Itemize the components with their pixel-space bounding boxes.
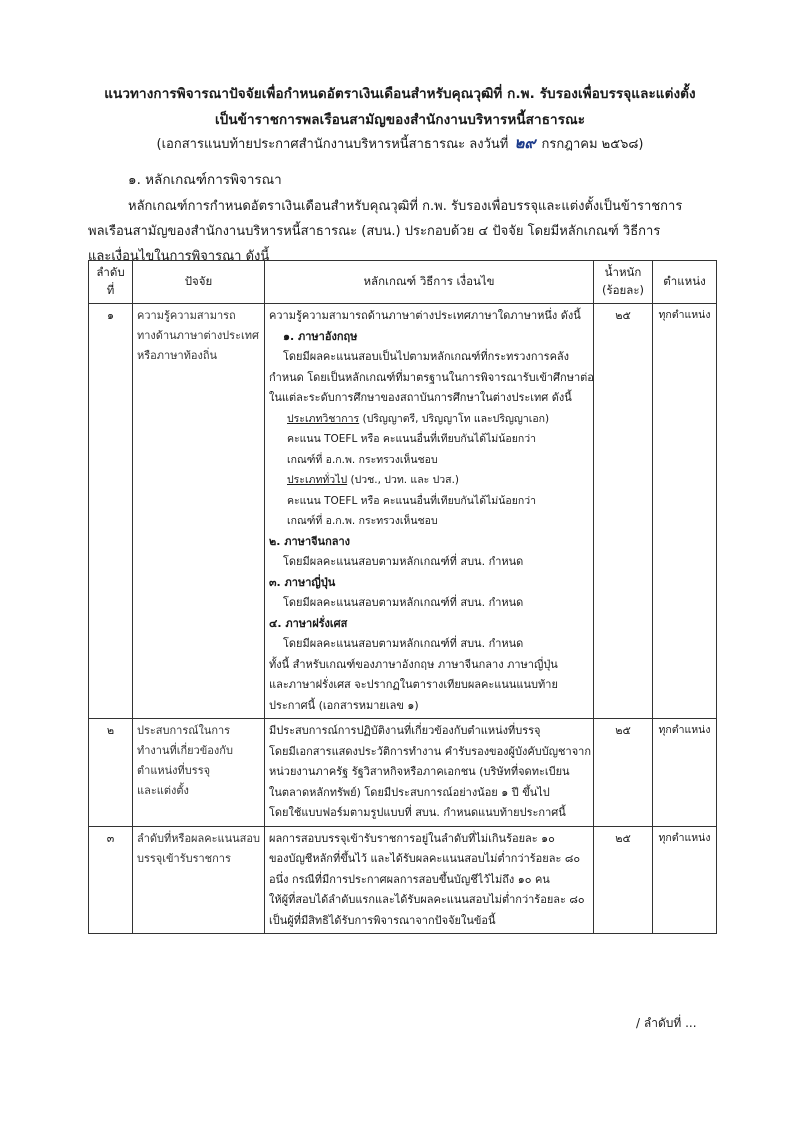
row-factor: ลำดับที่หรือผลคะแนนสอบ บรรจุเข้ารับราชการ: [133, 826, 265, 934]
header-position: ตำแหน่ง: [653, 261, 717, 304]
row-no: ๑: [89, 304, 133, 719]
header-factor: ปัจจัย: [133, 261, 265, 304]
row-criteria: ผลการสอบบรรจุเข้ารับราชการอยู่ในลำดับที่ไม่เกินร้อยละ ๑๐ ของบัญชีหลักที่ขึ้นไว้ และได้รับผลคะแนนสอบไม่ต่ำกว่าร้อยละ ๘๐ อนึ่ง กรณีที่มีการประกาศผลการสอบขึ้นบัญชีไว้ไม่ถึง ๑๐ คน ให้ผู้ที่สอบได้ลำดับแรกและได้รับผลคะแนนสอบไม่ต่ำกว่าร้อยละ ๘๐ เป็นผู้ที่มีสิทธิได้รับการพิจารณาจากปัจจัยในข้อนี้: [265, 826, 594, 934]
row-criteria: ความรู้ความสามารถด้านภาษาต่างประเทศภาษาใดภาษาหนึ่ง ดังนี้ ๑. ภาษาอังกฤษ โดยมีผลคะแนนสอบเป็นไปตามหลักเกณฑ์ที่กระทรวงการคลัง กำหนด โดยเป็นหลักเกณฑ์ที่มาตรฐานในการพิจารณารับเข้าศึกษาต่อ ในแต่ละระดับการศึกษาของสถาบันการศึกษาในต่างประเทศ ดังนี้ ประเภทวิชาการ (ปริญญาตรี, ปริญญาโท และปริญญาเอก) คะแนน TOEFL หรือ คะแนนอื่นที่เทียบกันได้ไม่น้อยกว่า เกณฑ์ที่ อ.ก.พ. กระทรวงเห็นชอบ ประเภททั่วไป (ปวช., ปวท. และ ปวส.) คะแนน TOEFL หรือ คะแนนอื่นที่เทียบกันได้ไม่น้อยกว่า เกณฑ์ที่ อ.ก.พ. กระทรวงเห็นชอบ ๒. ภาษาจีนกลาง โดยมีผลคะแนนสอบตามหลักเกณฑ์ที่ สบน. กำหนด ๓. ภาษาญี่ปุ่น โดยมีผลคะแนนสอบตามหลักเกณฑ์ที่ สบน. กำหนด ๔. ภาษาฝรั่งเศส โดยมีผลคะแนนสอบตามหลักเกณฑ์ที่ สบน. กำหนด ทั้งนี้ สำหรับเกณฑ์ของภาษาอังกฤษ ภาษาจีนกลาง ภาษาญี่ปุ่น และภาษาฝรั่งเศส จะปรากฏในตารางเทียบผลคะแนนแนบท้าย ประกาศนี้ (เอกสารหมายเลข ๑): [265, 304, 594, 719]
row-factor: ความรู้ความสามารถ ทางด้านภาษาต่างประเทศ หรือภาษาท้องถิ่น: [133, 304, 265, 719]
section-heading: ๑. หลักเกณฑ์การพิจารณา: [128, 172, 282, 188]
row-position: ทุกตำแหน่ง: [653, 826, 717, 934]
criteria-table: [88, 260, 717, 934]
handwritten-date: ๒๙: [514, 134, 536, 152]
table-row: [89, 719, 717, 827]
document-title-line-2: เป็นข้าราชการพลเรือนสามัญของสำนักงานบริหารหนี้สาธารณะ: [214, 112, 586, 128]
intro-paragraph: [88, 194, 716, 269]
intro-line-2: พลเรือนสามัญของสำนักงานบริหารหนี้สาธารณะ (สบน.) ประกอบด้วย ๔ ปัจจัย โดยมีหลักเกณฑ์ วิธีการ: [88, 224, 661, 239]
row-criteria: มีประสบการณ์การปฏิบัติงานที่เกี่ยวข้องกับตำแหน่งที่บรรจุ โดยมีเอกสารแสดงประวัติการทำงาน คำรับรองของผู้บังคับบัญชาจาก หน่วยงานภาครัฐ รัฐวิสาหกิจหรือภาคเอกชน (บริษัทที่จดทะเบียน ในตลาดหลักทรัพย์) โดยมีประสบการณ์อย่างน้อย ๑ ปี ขึ้นไป โดยใช้แบบฟอร์มตามรูปแบบที่ สบน. กำหนดแนบท้ายประกาศนี้: [265, 719, 594, 827]
table-row: [89, 304, 717, 719]
row-position: ทุกตำแหน่ง: [653, 719, 717, 827]
row-weight: ๒๕: [594, 719, 653, 827]
subtitle-suffix: กรกฎาคม ๒๕๖๘): [541, 137, 644, 152]
row-weight: ๒๕: [594, 304, 653, 719]
header-weight: น้ำหนัก (ร้อยละ): [594, 261, 653, 304]
row-weight: ๒๕: [594, 826, 653, 934]
table-row: [89, 826, 717, 934]
intro-line-3: และเงื่อนไขในการพิจารณา ดังนี้: [88, 249, 270, 264]
header-no: ลำดับ ที่: [89, 261, 133, 304]
table-header-row: [89, 261, 717, 304]
row-no: ๒: [89, 719, 133, 827]
header-criteria: หลักเกณฑ์ วิธีการ เงื่อนไข: [265, 261, 594, 304]
document-title-line-1: แนวทางการพิจารณาปัจจัยเพื่อกำหนดอัตราเงินเดือนสำหรับคุณวุฒิที่ ก.พ. รับรองเพื่อบรรจุและแต่งตั้ง: [104, 86, 696, 102]
row-position: ทุกตำแหน่ง: [653, 304, 717, 719]
row-factor: ประสบการณ์ในการ ทำงานที่เกี่ยวข้องกับ ตำแหน่งที่บรรจุ และแต่งตั้ง: [133, 719, 265, 827]
subtitle-prefix: (เอกสารแนบท้ายประกาศสำนักงานบริหารหนี้สาธารณะ ลงวันที่: [156, 137, 509, 152]
intro-line-1: หลักเกณฑ์การกำหนดอัตราเงินเดือนสำหรับคุณวุฒิที่ ก.พ. รับรองเพื่อบรรจุและแต่งตั้งเป็นข้าราชการ: [128, 199, 683, 214]
document-subtitle: [0, 131, 800, 155]
row-no: ๓: [89, 826, 133, 934]
continuation-marker: / ลำดับที่ ...: [636, 1016, 697, 1030]
